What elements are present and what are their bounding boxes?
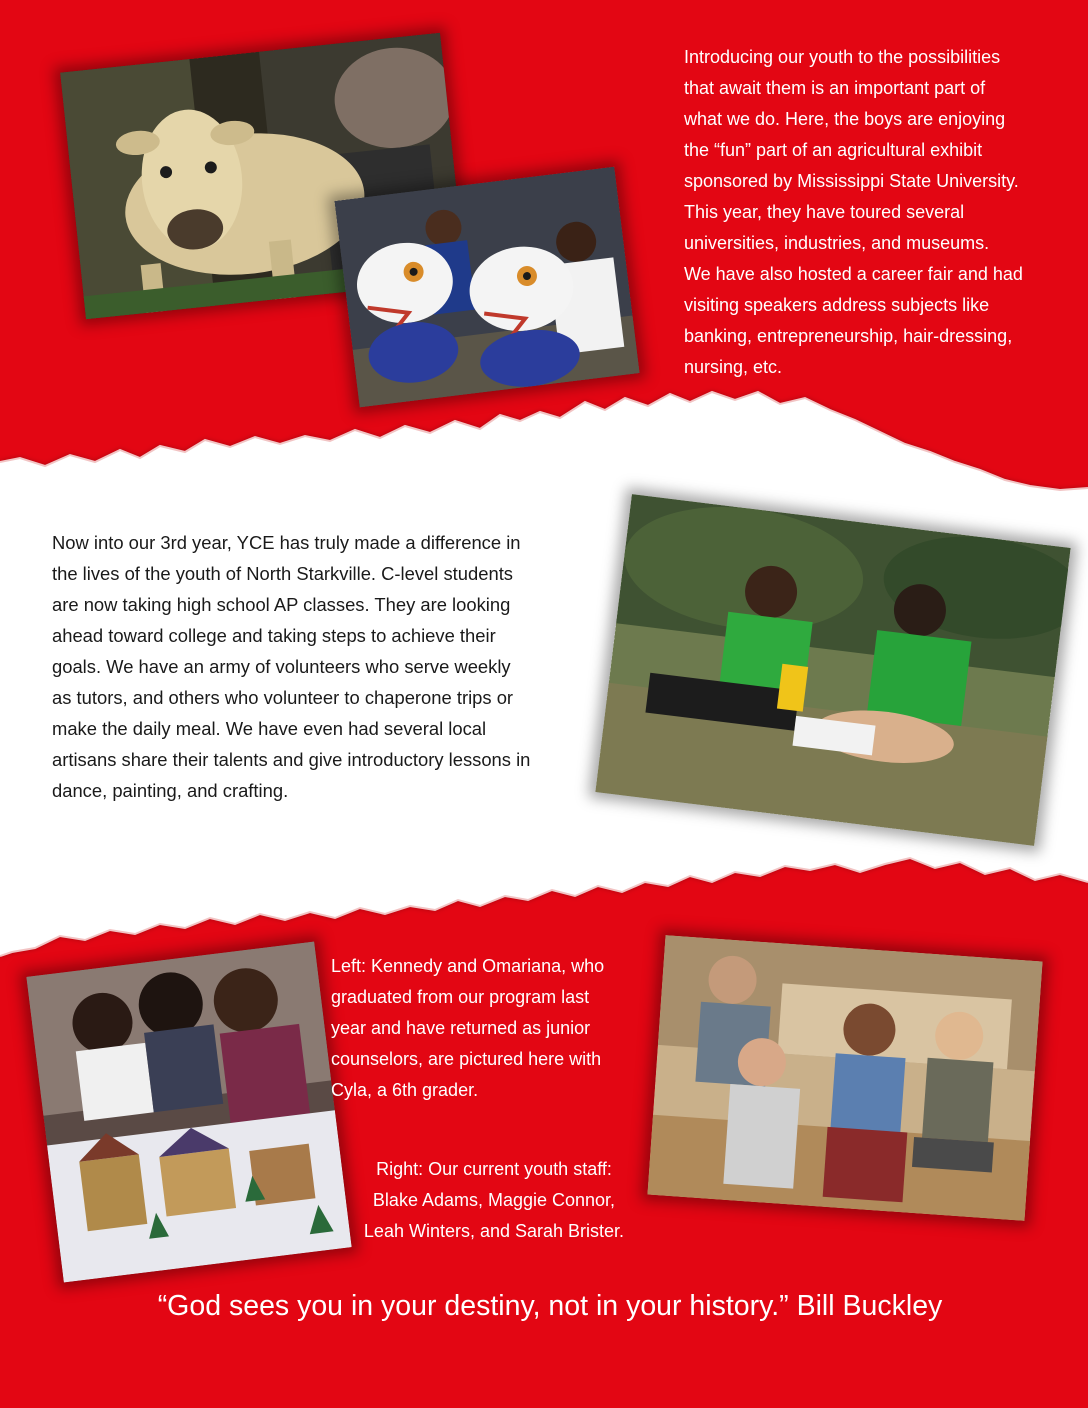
intro-line: universities, industries, and museums. [684,233,990,253]
intro-line: sponsored by Mississippi State University. [684,171,1019,191]
intro-line: the “fun” part of an agricultural exhibit [684,140,983,160]
intro-line: nursing, etc. [684,357,783,377]
youth-staff-photo [647,935,1042,1221]
caption-right-line: Blake Adams, Maggie Connor, [372,1190,616,1210]
impact-line: Now into our 3rd year, YCE has truly made a difference in [52,532,521,553]
caption-right-line: Right: Our current youth staff: [376,1159,612,1179]
closing-quote: “God sees you in your destiny, not in your history.” Bill Buckley [157,1290,943,1322]
impact-line: make the daily meal. We have even had several local [52,718,487,739]
caption-left-line: graduated from our program last [331,987,590,1007]
caption-left-line: Cyla, a 6th grader. [331,1080,479,1100]
caption-left [331,951,604,1106]
intro-line: that await them is an important part of [684,78,986,98]
caption-left-line: year and have returned as junior [331,1018,591,1038]
impact-line: the lives of the youth of North Starkville. C-level students [52,563,514,584]
caption-left-line: counselors, are pictured here with [331,1049,602,1069]
caption-right [344,1154,644,1247]
caption-left-line: Left: Kennedy and Omariana, who [331,956,605,976]
impact-line: ahead toward college and taking steps to achieve their [52,625,496,646]
impact-paragraph [52,527,530,806]
impact-line: artisans share their talents and give introductory lessons in [52,749,531,770]
impact-line: as tutors, and others who volunteer to chaperone trips or [52,687,514,708]
caption-right-line: Leah Winters, and Sarah Brister. [363,1221,625,1241]
intro-line: We have also hosted a career fair and had [684,264,1023,284]
impact-line: are now taking high school AP classes. They are looking [52,594,511,615]
impact-line: goals. We have an army of volunteers who serve weekly [52,656,511,677]
intro-paragraph [684,42,1023,383]
impact-line: dance, painting, and crafting. [52,780,289,801]
intro-line: This year, they have toured several [684,202,965,222]
intro-line: what we do. Here, the boys are enjoying [684,109,1006,129]
intro-line: visiting speakers address subjects like [684,295,990,315]
intro-line: banking, entrepreneurship, hair-dressing, [684,326,1013,346]
inflatable-horses-photo [334,167,639,408]
tutoring-photo [595,494,1070,846]
intro-line: Introducing our youth to the possibilities [684,47,1001,67]
holiday-village-photo [26,941,351,1282]
